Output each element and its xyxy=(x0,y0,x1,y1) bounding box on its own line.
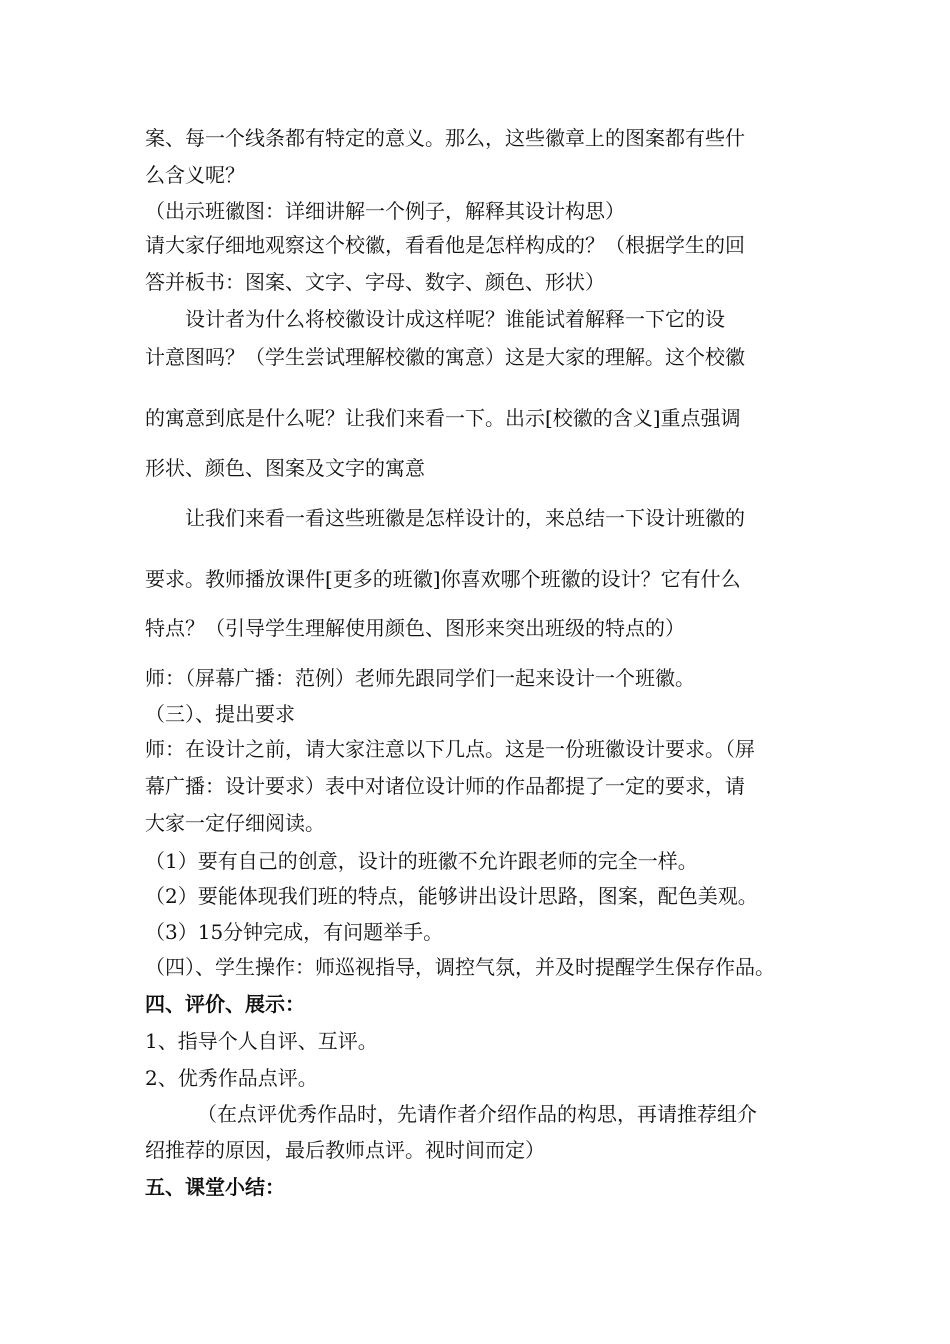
text-line: 么含义呢？ xyxy=(145,163,245,187)
text-line: 师：（屏幕广播：范例）老师先跟同学们一起来设计一个班徽。 xyxy=(145,666,695,690)
text-line: 大家一定仔细阅读。 xyxy=(145,811,325,835)
text-line: 师：在设计之前，请大家注意以下几点。这是一份班徽设计要求。（屏 xyxy=(145,737,755,761)
section-heading: （三）、提出要求 xyxy=(145,702,295,726)
list-item: （1）要有自己的创意，设计的班徽不允许跟老师的完全一样。 xyxy=(145,849,698,873)
text-line: （在点评优秀作品时，先请作者介绍作品的构思，再请推荐组介 xyxy=(197,1102,757,1126)
text-line: 绍推荐的原因，最后教师点评。视时间而定） xyxy=(145,1138,545,1162)
text-line: 幕广播：设计要求）表中对诸位设计师的作品都提了一定的要求，请 xyxy=(145,774,745,798)
text-line: 形状、颜色、图案及文字的寓意 xyxy=(145,456,425,480)
list-item: （3）15分钟完成，有问题举手。 xyxy=(145,920,444,944)
text-line: （出示班徽图：详细讲解一个例子，解释其设计构思） xyxy=(145,199,625,223)
section-heading: （四）、学生操作：师巡视指导，调控气氛，并及时提醒学生保存作品。 xyxy=(145,955,775,979)
text-line: 答并板书：图案、文字、字母、数字、颜色、形状） xyxy=(145,270,605,294)
heading-summary: 五、课堂小结： xyxy=(145,1175,285,1199)
text-line: 案、每一个线条都有特定的意义。那么，这些徽章上的图案都有些什 xyxy=(145,126,745,150)
list-item: 1、指导个人自评、互评。 xyxy=(145,1029,378,1053)
text-line: 要求。教师播放课件[更多的班徽]你喜欢哪个班徽的设计？它有什么 xyxy=(145,567,741,591)
text-line: 设计者为什么将校徽设计成这样呢？谁能试着解释一下它的设 xyxy=(185,307,725,331)
list-item: （2）要能体现我们班的特点，能够讲出设计思路，图案，配色美观。 xyxy=(145,884,758,908)
text-line: 计意图吗？（学生尝试理解校徽的寓意）这是大家的理解。这个校徽 xyxy=(145,345,745,369)
text-line: 的寓意到底是什么呢？让我们来看一下。出示[校徽的含义]重点强调 xyxy=(145,406,741,430)
list-item: 2、优秀作品点评。 xyxy=(145,1066,318,1090)
text-line: 特点？（引导学生理解使用颜色、图形来突出班级的特点的） xyxy=(145,616,685,640)
text-line: 让我们来看一看这些班徽是怎样设计的，来总结一下设计班徽的 xyxy=(185,506,745,530)
text-line: 请大家仔细地观察这个校徽，看看他是怎样构成的？（根据学生的回 xyxy=(145,233,745,257)
heading-evaluation: 四、评价、展示： xyxy=(145,992,305,1016)
